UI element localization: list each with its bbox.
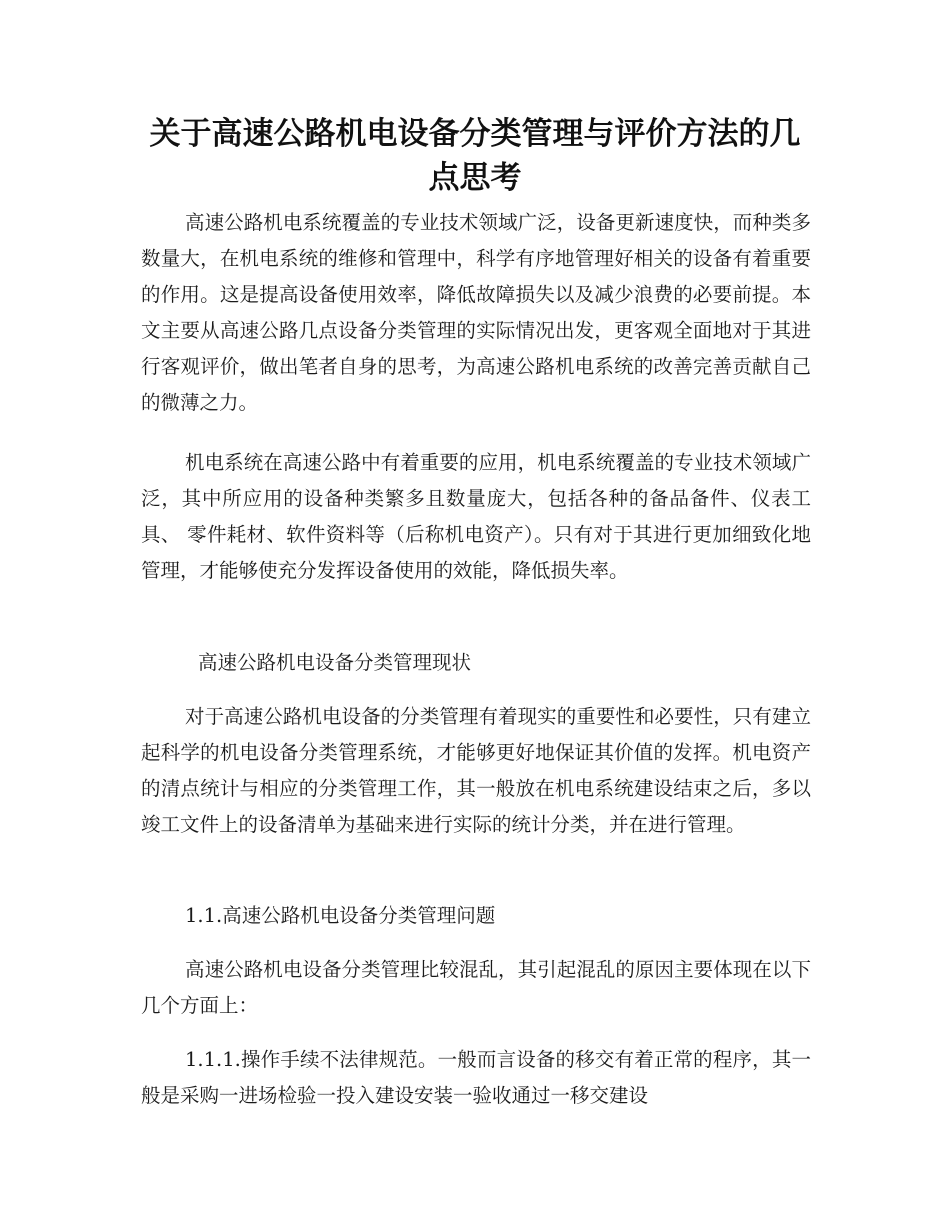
paragraph-background: 机电系统在高速公路中有着重要的应用，机电系统覆盖的专业技术领域广泛，其中所应用的设备种类繁多且数量庞大，包括各种的备品备件、仪表工具、 零件耗材、软件资料等（后称机电资产）。只有对于其进行更加细致化地管理，才能够使充分发挥设备使用的效能，降低损失率。 — [141, 451, 811, 582]
paragraph-problems: 高速公路机电设备分类管理比较混乱，其引起混乱的原因主要体现在以下几个方面上： — [141, 958, 811, 1017]
section-heading-status: 高速公路机电设备分类管理现状 — [198, 651, 472, 674]
paragraph-intro: 高速公路机电系统覆盖的专业技术领域广泛，设备更新速度快，而种类多数量大，在机电系统的维修和管理中，科学有序地管理好相关的设备有着重要的作用。这是提高设备使用效率，降低故障损失以及减少浪费的必要前提。本文主要从高速公路几点设备分类管理的实际情况出发，更客观全面地对于其进行客观评价，做出笔者自身的思考，为高速公路机电系统的改善完善贡献自己的微薄之力。 — [141, 211, 811, 414]
paragraph-status: 对于高速公路机电设备的分类管理有着现实的重要性和必要性，只有建立起科学的机电设备分类管理系统，才能够更好地保证其价值的发挥。机电资产的清点统计与相应的分类管理工作，其一般放在机电系统建设结束之后，多以竣工文件上的设备清单为基础来进行实际的统计分类，并在进行管理。 — [141, 705, 811, 836]
document-title: 关于高速公路机电设备分类管理与评价方法的几点思考 — [149, 116, 801, 196]
section-heading-problems: 1.1.高速公路机电设备分类管理问题 — [185, 904, 496, 927]
paragraph-procedure: 1.1.1.操作手续不法律规范。一般而言设备的移交有着正常的程序，其一般是采购一进场检验一投入建设安装一验收通过一移交建设 — [141, 1048, 811, 1107]
